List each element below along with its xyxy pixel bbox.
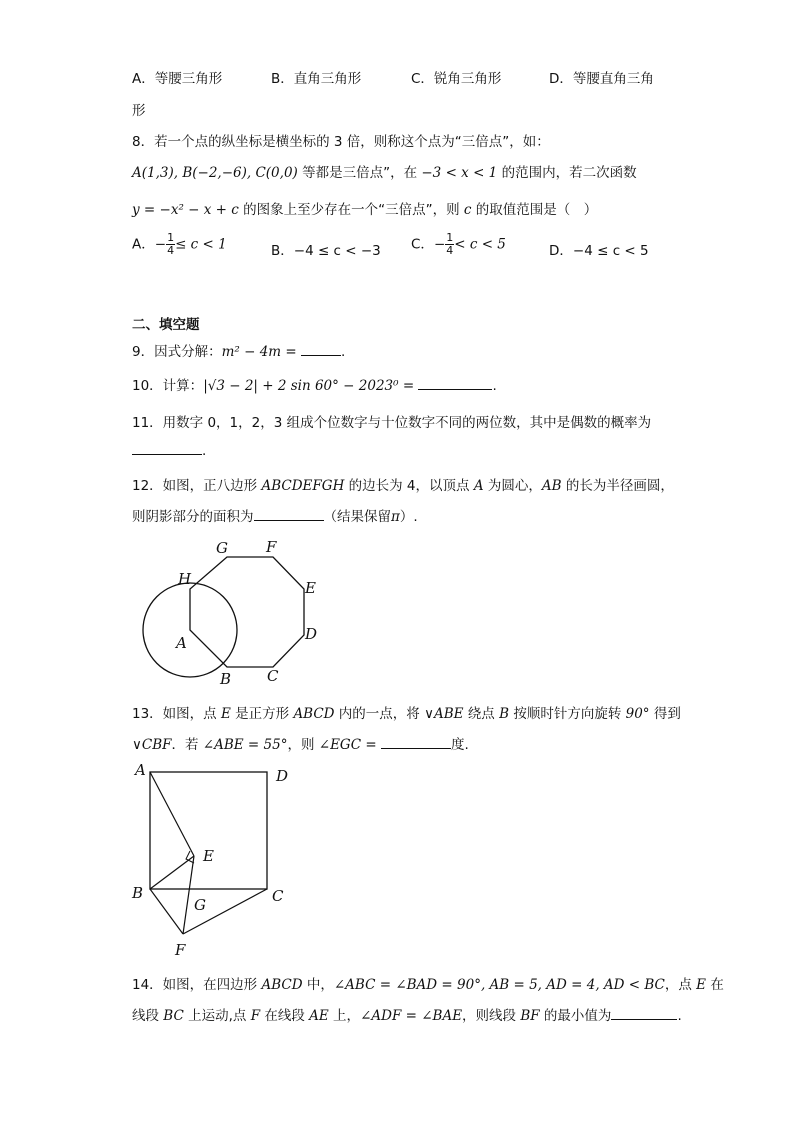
q13-square: ABCD (293, 706, 335, 722)
q12-text-f: （结果保留 (323, 509, 391, 525)
q10 (132, 374, 497, 394)
q7-option-a: A．等腰三角形 (132, 71, 223, 87)
q8-option-a-label: A． (132, 236, 155, 253)
q8-option-c-fraction (445, 232, 454, 257)
q10-text: 10．计算： (132, 378, 204, 394)
label-a: A (135, 761, 146, 779)
q13-text-c: 内的一点，将 (334, 706, 425, 722)
q13-triangle-abe: ∨ABE (424, 706, 464, 722)
q12-text-c: 为圆心， (483, 478, 542, 494)
q9-end: . (341, 344, 346, 360)
q7-option-c: C．锐角三角形 (411, 71, 502, 87)
q8-example-points: A(1,3), B(−2,−6), C(0,0) (132, 165, 298, 181)
label-e: E (305, 579, 316, 597)
q8-option-c-num: 1 (446, 231, 454, 244)
q13-text-g: ．若 (171, 737, 203, 753)
q8-line3-text: 的图象上至少存在一个“三倍点”，则 (238, 202, 464, 218)
label-g: G (216, 539, 228, 557)
label-a: A (176, 634, 187, 652)
octagon-figure (136, 536, 326, 688)
q12-segment-ab: AB (541, 478, 562, 494)
q14-point-e: E (696, 977, 707, 993)
q14-text-d: 在 (706, 977, 724, 993)
q12-text-g: ）. (399, 509, 418, 525)
q9 (132, 340, 345, 360)
q8-option-c-rest: < c < 5 (454, 236, 506, 253)
q8-line3-tail: 的取值范围是（ ） (471, 202, 598, 218)
q13-text-b: 是正方形 (230, 706, 294, 722)
q8-line2-tail: 的范围内，若二次函数 (497, 165, 637, 181)
q11-end: . (202, 443, 207, 459)
q12-text-e: 则阴影部分的面积为 (132, 509, 254, 525)
label-b: B (132, 884, 144, 902)
q12-line2 (132, 505, 418, 525)
q14-conditions: ∠ABC = ∠BAD = 90°, AB = 5, AD = 4, AD < BC (333, 977, 665, 993)
q12-text-d: 的长为半径画圆， (561, 478, 674, 494)
q8-range: −3 < x < 1 (421, 165, 498, 181)
q13-point-e: E (220, 706, 231, 722)
segment-ae (150, 772, 194, 856)
q13-line2 (132, 733, 469, 753)
q10-end: . (492, 378, 497, 394)
q8-option-a-fraction (166, 232, 175, 257)
section-title: 二、填空题 (132, 317, 200, 333)
label-f: F (266, 538, 277, 556)
q14-answer-blank[interactable] (611, 1006, 677, 1020)
q13-line1 (132, 702, 681, 722)
q8-line2 (132, 161, 637, 181)
label-d: D (305, 625, 318, 643)
q14-line2 (132, 1004, 682, 1024)
segment-ef (183, 856, 194, 934)
q13-answer-blank[interactable] (381, 735, 451, 749)
q14-text-j: 的最小值为 (539, 1008, 612, 1024)
q12-text-b: 的边长为 4，以顶点 (344, 478, 474, 494)
label-h: H (178, 570, 192, 588)
q7-option-d: D．等腰直角三角 (549, 71, 654, 87)
q13-angle-abe: ∠ABE = 55° (202, 737, 288, 753)
q13-text-e: 按顺时针方向旋转 (509, 706, 626, 722)
q8-option-a: A．− $\frac{1}{4}$ ≤ c < 1 (132, 231, 227, 257)
square-figure (128, 758, 298, 962)
q14-text-g: 在线段 (260, 1008, 310, 1024)
q14-text-h: 上， (328, 1008, 361, 1024)
q12-text-a: 12．如图，正八边形 (132, 478, 262, 494)
q14-text-e: 线段 (132, 1008, 164, 1024)
q11-line2 (132, 441, 206, 459)
q8-option-a-num: 1 (167, 231, 175, 244)
q9-answer-blank[interactable] (301, 342, 341, 356)
q8-option-d: D．−4 ≤ c < 5 (549, 243, 649, 259)
q7-option-b: B．直角三角形 (271, 71, 362, 87)
q14-text-a: 14．如图，在四边形 (132, 977, 262, 993)
q13-angle-egc: ∠EGC = (318, 737, 377, 753)
q13-point-b: B (499, 706, 510, 722)
q13-degrees: 90° (625, 706, 650, 722)
q10-expression: |√3 − 2| + 2 sin 60° − 2023⁰ = (203, 378, 415, 394)
q7-option-d-wrap: 形 (132, 103, 146, 119)
q13-text-d: 绕点 (463, 706, 500, 722)
label-e: E (203, 847, 214, 865)
q9-expression: m² − 4m = (221, 344, 297, 360)
q14-text-c: ，点 (664, 977, 697, 993)
q14-angle-condition: ∠ADF = ∠BAE (360, 1008, 463, 1024)
q8-function: y = −x² − x + c (132, 202, 239, 218)
q14-segment-ae: AE (309, 1008, 329, 1024)
q8-option-c-den: 4 (446, 244, 454, 257)
label-c: C (267, 667, 279, 685)
label-d: D (276, 767, 289, 785)
q14-segment-bc: BC (163, 1008, 184, 1024)
q14-text-f: 上运动,点 (183, 1008, 251, 1024)
q12-line1 (132, 474, 674, 494)
q14-text-i: ，则线段 (462, 1008, 521, 1024)
segment-be (150, 856, 194, 889)
q8-option-c: C．− $\frac{1}{4}$ < c < 5 (411, 231, 506, 257)
q8-line2-text: 等都是三倍点”，在 (297, 165, 422, 181)
q14-line1 (132, 973, 724, 993)
q9-text: 9．因式分解： (132, 344, 222, 360)
q13-text-f: 得到 (649, 706, 681, 722)
q11-line1: 11．用数字 0，1，2，3 组成个位数字与十位数字不同的两位数，其中是偶数的概率为 (132, 415, 652, 431)
q13-text-h: ，则 (287, 737, 319, 753)
q14-text-b: 中， (302, 977, 334, 993)
q14-quadrilateral: ABCD (261, 977, 303, 993)
q8-line1: 8．若一个点的纵坐标是横坐标的 3 倍，则称这个点为“三倍点”，如： (132, 134, 550, 150)
label-f: F (175, 941, 186, 959)
q8-option-c-label: C． (411, 236, 434, 253)
segment-bf (150, 889, 183, 934)
q8-option-b: B．−4 ≤ c < −3 (271, 243, 381, 259)
q12-pi: π (391, 509, 400, 525)
label-g: G (194, 896, 206, 914)
q8-line3 (132, 198, 597, 218)
q14-end: . (677, 1008, 682, 1024)
q12-answer-blank[interactable] (254, 507, 324, 521)
q8-c: c (463, 202, 472, 218)
octagon (190, 557, 304, 667)
q14-segment-bf: BF (520, 1008, 540, 1024)
label-c: C (272, 887, 284, 905)
square-abcd (150, 772, 267, 889)
q8-option-a-den: 4 (167, 244, 175, 257)
q13-text-i: 度. (450, 737, 469, 753)
q13-text-a: 13．如图，点 (132, 706, 221, 722)
q11-answer-blank[interactable] (132, 441, 202, 455)
q12-vertex-a: A (473, 478, 484, 494)
q12-polygon-name: ABCDEFGH (261, 478, 345, 494)
q13-triangle-cbf: ∨CBF (132, 737, 172, 753)
q10-answer-blank[interactable] (418, 376, 492, 390)
q8-option-a-rest: ≤ c < 1 (175, 236, 227, 253)
label-b: B (220, 670, 232, 688)
q14-point-f: F (250, 1008, 261, 1024)
